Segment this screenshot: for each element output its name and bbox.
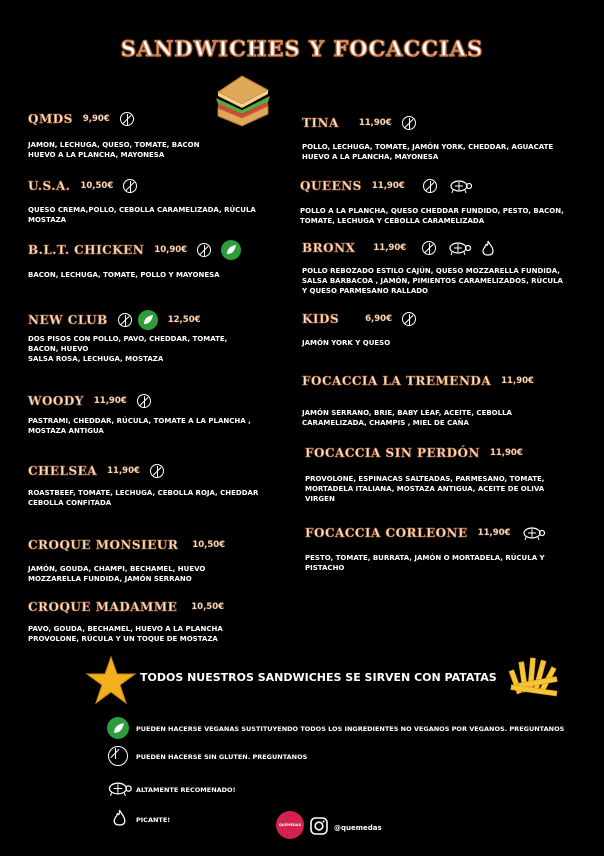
item-description: ROASTBEEF, TOMATE, LECHUGA, CEBOLLA ROJA, CHEDDAR CEBOLLA CONFITADA — [28, 489, 259, 507]
fire-icon — [482, 240, 494, 256]
menu-item-focaccia-corleone — [305, 525, 546, 573]
item-description: PASTRAMI, CHEDDAR, RÚCULA, TOMATE A LA PLANCHA , MOSTAZA ANTIGUA — [28, 417, 251, 435]
item-name: FOCACCIA LA TREMENDA — [302, 374, 492, 388]
gluten-free-icon — [123, 179, 137, 193]
item-price: 11,90€ — [371, 181, 405, 191]
item-name: BRONX — [302, 241, 356, 255]
item-description: QUESO CREMA,POLLO, CEBOLLA CARAMELIZADA, RÚCULA MOSTAZA — [28, 206, 256, 224]
item-description: PESTO, TOMATE, BURRATA, JAMÓN O MORTADELA, RÚCULA Y PISTACHO — [305, 554, 545, 572]
menu-item-croque-monsieur — [28, 538, 225, 584]
menu-item-queens — [300, 178, 564, 226]
item-name: FOCACCIA SIN PERDÓN — [305, 446, 480, 460]
menu-item-woody — [28, 394, 251, 436]
turtle-icon — [447, 178, 473, 194]
item-price: 11,90€ — [358, 118, 392, 128]
menu-item-chelsea — [28, 464, 258, 508]
item-price: 10,50€ — [192, 540, 226, 550]
item-description: BACON, LECHUGA, TOMATE, POLLO Y MAYONESA — [28, 271, 220, 279]
turtle-icon — [105, 780, 133, 797]
item-price: 11,90€ — [93, 396, 127, 406]
item-price: 11,90€ — [373, 243, 407, 253]
item-name: TINA — [302, 116, 339, 130]
item-price: 11,90€ — [489, 448, 523, 458]
gluten-free-icon — [118, 313, 132, 327]
item-name: WOODY — [28, 394, 84, 408]
fire-icon — [113, 809, 126, 826]
menu-item-qmds — [28, 112, 199, 160]
gluten-free-icon — [402, 116, 416, 130]
item-name: U.S.A. — [28, 179, 71, 193]
item-description: JAMÓN YORK Y QUESO — [302, 339, 391, 347]
menu-item-new-club — [28, 310, 227, 364]
item-name: CHELSEA — [28, 464, 98, 478]
turtle-icon — [520, 525, 546, 541]
item-price: 9,90€ — [82, 114, 110, 124]
instagram-handle[interactable]: @quemedas — [334, 824, 382, 832]
item-description: PROVOLONE, ESPINACAS SALTEADAS, PARMESANO, TOMATE, MORTADELA ITALIANA, MOSTAZA ANTIGUA, ACEITE DE OLIVA VIRGEN — [305, 475, 545, 503]
legend-vegan: PUEDEN HACERSE VEGANAS SUSTITUYENDO TODOS LOS INGREDIENTES NO VEGANOS POR VEGANOS. PREGUNTANOS — [136, 725, 565, 733]
vegan-leaf-icon — [221, 240, 241, 260]
item-description: POLLO A LA PLANCHA, QUESO CHEDDAR FUNDIDO, PESTO, BACON, TOMATE, LECHUGA Y CEBOLLA CARAMELIZADA — [300, 207, 564, 225]
item-description: JAMÓN SERRANO, BRIE, BABY LEAF, ACEITE, CEBOLLA CARAMELIZADA, CHAMPIS , MIEL DE CAÑA — [302, 409, 512, 427]
item-description: DOS PISOS CON POLLO, PAVO, CHEDDAR, TOMATE, BACON, HUEVO SALSA ROSA, LECHUGA, MOSTAZA — [28, 335, 228, 363]
sandwich-image — [212, 70, 272, 130]
item-description: POLLO REBOZADO ESTILO CAJÚN, QUESO MOZZARELLA FUNDIDA, SALSA BARBACOA , JAMÓN, PIMIENTOS CARAMELIZADOS, RÚCULA Y QUESO PARMESANO RALLADO — [302, 267, 563, 295]
legend-spicy: PICANTE! — [136, 816, 171, 824]
item-price: 10,90€ — [154, 245, 188, 255]
menu-item-focaccia-sin-perdon — [305, 446, 544, 504]
item-name: CROQUE MONSIEUR — [28, 538, 179, 552]
gluten-free-icon — [197, 243, 211, 257]
item-price: 11,90€ — [477, 528, 511, 538]
item-price: 6,90€ — [365, 314, 393, 324]
item-description: JAMÓN, GOUDA, CHAMPI, BECHAMEL, HUEVO MOZZARELLA FUNDIDA, JAMÓN SERRANO — [28, 565, 206, 583]
gluten-free-icon — [137, 394, 151, 408]
item-price: 11,90€ — [501, 376, 534, 386]
vegan-leaf-icon — [138, 310, 158, 330]
item-name: QUEENS — [300, 179, 362, 193]
gluten-free-icon — [423, 179, 437, 193]
turtle-icon — [446, 240, 472, 256]
gluten-free-icon — [422, 241, 436, 255]
gluten-free-icon — [150, 464, 164, 478]
fries-banner: TODOS NUESTROS SANDWICHES SE SIRVEN CON PATATAS — [140, 671, 497, 684]
item-name: NEW CLUB — [28, 313, 108, 327]
item-price: 10,50€ — [191, 602, 225, 612]
menu-item-croque-madamme — [28, 600, 224, 644]
menu-item-focaccia-la-tremenda — [302, 374, 534, 428]
menu-item-bronx — [302, 240, 563, 296]
item-description: JAMON, LECHUGA, QUESO, TOMATE, BACON HUEVO A LA PLANCHA, MAYONESA — [28, 141, 200, 159]
star-icon — [85, 655, 137, 707]
instagram-icon[interactable] — [310, 817, 328, 835]
item-description: POLLO, LECHUGA, TOMATE, JAMÓN YORK, CHEDDAR, AGUACATE HUEVO A LA PLANCHA, MAYONESA — [302, 143, 554, 161]
item-name: CROQUE MADAMME — [28, 600, 178, 614]
menu-item-blt-chicken — [28, 240, 241, 280]
fries-image — [505, 650, 565, 700]
item-description: PAVO, GOUDA, BECHAMEL, HUEVO A LA PLANCHA PROVOLONE, RÚCULA Y UN TOQUE DE MOSTAZA — [28, 625, 223, 643]
legend-recommended: ALTAMENTE RECOMENADO! — [136, 786, 236, 794]
item-price: 10,50€ — [80, 181, 114, 191]
item-name: QMDS — [28, 112, 73, 126]
item-price: 11,90€ — [107, 466, 140, 476]
menu-item-tina — [302, 116, 553, 162]
menu-item-usa — [28, 179, 256, 225]
gluten-free-icon — [108, 746, 128, 766]
item-name: B.L.T. CHICKEN — [28, 243, 145, 257]
item-price: 12,50€ — [167, 315, 201, 325]
legend-gluten-free: PUEDEN HACERSE SIN GLUTEN. PREGUNTANOS — [136, 753, 308, 761]
item-name: FOCACCIA CORLEONE — [305, 526, 468, 540]
brand-logo: QUEMEDAS — [276, 811, 304, 839]
vegan-leaf-icon — [107, 717, 129, 739]
page-title: SANDWICHES Y FOCACCIAS — [120, 36, 484, 61]
gluten-free-icon — [402, 312, 416, 326]
gluten-free-icon — [120, 112, 134, 126]
menu-item-kids — [302, 312, 416, 348]
item-name: KIDS — [302, 312, 340, 326]
